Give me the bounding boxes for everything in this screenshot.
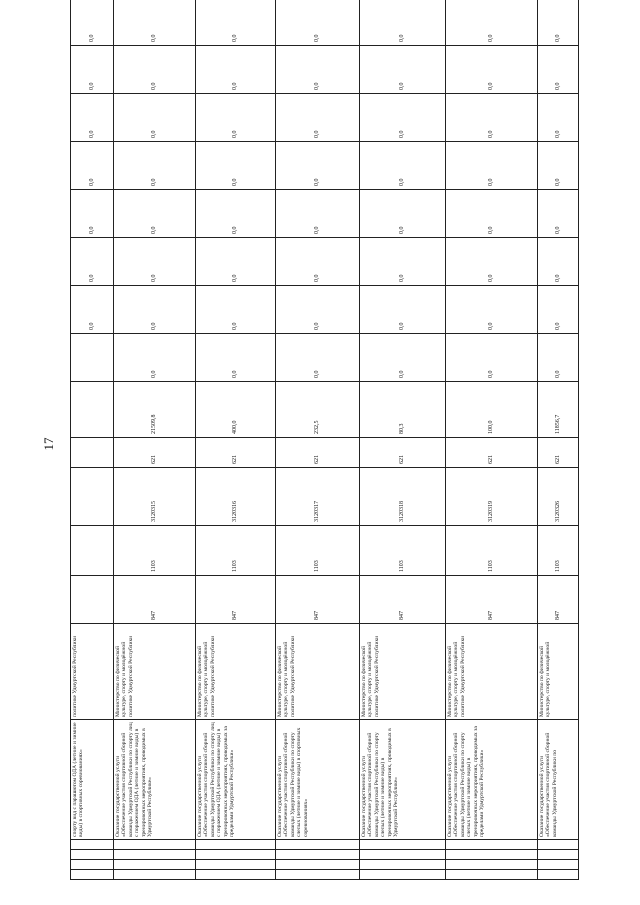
budget-table [70,0,579,880]
amount-cell: 0,0 [538,190,579,238]
amount-cell: 0,0 [276,334,360,382]
service-name-cell: Оказание государственной услуги «Обеспечение участия спортивной сборной команды Удмуртской Республики по [538,720,579,840]
amount-cell: 0,0 [71,0,114,46]
blank-cell [114,860,196,870]
target-article-cell: 3120317 [276,468,360,526]
target-article-cell: 3120318 [360,468,446,526]
grbs-cell: 847 [538,576,579,624]
grbs-cell [71,576,114,624]
amount-cell: 0,0 [276,94,360,142]
target-article-cell [71,468,114,526]
blank-cell [446,870,538,880]
blank-cell [276,850,360,860]
amount-cell: 0,0 [360,142,446,190]
amount-cell: 21509,8 [114,382,196,438]
amount-cell: 0,0 [276,190,360,238]
grbs-cell: 847 [196,576,276,624]
blank-cell [276,860,360,870]
blank-cell [196,840,276,850]
grbs-cell: 847 [276,576,360,624]
organization-cell: Министерство по физической культуре, спорту и молодёжной политике Удмуртской Республики [446,624,538,720]
organization-cell: Министерство по физической культуре, спорту и молодёжной политике Удмуртской Республики [196,624,276,720]
blank-cell [114,870,196,880]
blank-cell [538,860,579,870]
expense-type-cell: 621 [538,438,579,468]
blank-cell [196,870,276,880]
amount-cell: 0,0 [114,46,196,94]
blank-cell [196,860,276,870]
amount-cell: 0,0 [276,46,360,94]
page-number: 17 [41,437,56,451]
amount-cell: 0,0 [538,94,579,142]
expense-type-cell [71,438,114,468]
amount-cell: 0,0 [360,46,446,94]
expense-type-cell: 621 [114,438,196,468]
amount-cell: 0,0 [196,94,276,142]
amount-cell: 0,0 [446,190,538,238]
organization-cell: Министерство по физической культуре, спорту и молодёжной политике Удмуртской Республики [360,624,446,720]
target-article-cell: 3120326 [538,468,579,526]
expense-type-cell: 621 [360,438,446,468]
blank-cell [360,850,446,860]
amount-cell: 0,0 [114,238,196,286]
target-article-cell: 3120316 [196,468,276,526]
amount-cell: 0,0 [538,286,579,334]
amount-cell: 232,5 [276,382,360,438]
blank-cell [446,840,538,850]
amount-cell [71,382,114,438]
table-row [538,0,579,880]
table-row [114,0,196,880]
blank-cell [538,840,579,850]
amount-cell: 0,0 [114,94,196,142]
expense-type-cell: 621 [196,438,276,468]
amount-cell: 0,0 [276,0,360,46]
blank-cell [276,870,360,880]
blank-cell [114,850,196,860]
amount-cell: 0,0 [446,0,538,46]
amount-cell: 0,0 [114,0,196,46]
amount-cell: 0,0 [71,94,114,142]
amount-cell: 0,0 [276,142,360,190]
amount-cell: 0,0 [114,190,196,238]
amount-cell: 0,0 [196,286,276,334]
amount-cell: 0,0 [360,94,446,142]
amount-cell: 0,0 [360,190,446,238]
amount-cell: 0,0 [196,142,276,190]
section-cell: 1103 [276,526,360,576]
grbs-cell: 847 [446,576,538,624]
amount-cell: 0,0 [446,286,538,334]
organization-cell: Министерство по физической культуре, спорту и молодёжной [538,624,579,720]
section-cell [71,526,114,576]
organization-cell: политике Удмуртской Республики [71,624,114,720]
expense-type-cell: 621 [446,438,538,468]
amount-cell: 0,0 [446,46,538,94]
blank-cell [446,850,538,860]
amount-cell: 0,0 [114,142,196,190]
table-row [446,0,538,880]
amount-cell: 0,0 [360,334,446,382]
service-name-cell: Оказание государственной услуги «Обеспечение участия спортивной сборной команды Удмуртской Республики по спорту лиц с поражением ОДА (летние и зимние виды) в тренировочных мероприятиях, проводимых в Удмуртской Республике» [114,720,196,840]
blank-cell [360,840,446,850]
blank-cell [538,850,579,860]
service-name-cell: спорту вид с парашютом ОДА (летние и зимние виды) в спортивных соревнованиях» [71,720,114,840]
amount-cell: 0,0 [196,238,276,286]
grbs-cell: 847 [360,576,446,624]
amount-cell: 0,0 [276,238,360,286]
blank-cell [71,870,114,880]
service-name-cell: Оказание государственной услуги «Обеспечение участия спортивной сборной команды Удмуртской Республики по спорту слепых (летние и зимние виды) в тренировочных мероприятиях, проводимых за пределами Удмуртской Республики» [446,720,538,840]
section-cell: 1103 [360,526,446,576]
blank-cell [538,870,579,880]
blank-cell [360,870,446,880]
amount-cell: 0,0 [360,238,446,286]
organization-cell: Министерство по физической культуре, спорту и молодёжной политике Удмуртской Республики [114,624,196,720]
amount-cell: 100,0 [446,382,538,438]
blank-cell [71,860,114,870]
target-article-cell: 3120315 [114,468,196,526]
section-cell: 1103 [114,526,196,576]
table-row [360,0,446,880]
section-cell: 1103 [446,526,538,576]
organization-cell: Министерство по физической культуре, спорту и молодёжной политике Удмуртской Республики [276,624,360,720]
amount-cell: 0,0 [196,334,276,382]
table-row [276,0,360,880]
budget-table-rotated [70,0,578,880]
amount-cell: 0,0 [360,286,446,334]
blank-cell [196,850,276,860]
section-cell: 1103 [538,526,579,576]
blank-cell [446,860,538,870]
amount-cell: 0,0 [71,46,114,94]
amount-cell: 0,0 [71,142,114,190]
service-name-cell: Оказание государственной услуги «Обеспечение участия спортивной сборной команды Удмуртской Республики по спорту лиц с поражением ОДА (летние и зимние виды) в тренировочных мероприятиях, проводимых за пределами Удмуртской Республики» [196,720,276,840]
target-article-cell: 3120319 [446,468,538,526]
amount-cell: 0,0 [196,190,276,238]
amount-cell: 0,0 [360,0,446,46]
amount-cell: 0,0 [538,334,579,382]
amount-cell: 0,0 [538,46,579,94]
table-row-continued [71,0,114,880]
amount-cell: 0,0 [114,286,196,334]
expense-type-cell: 621 [276,438,360,468]
amount-cell: 0,0 [446,142,538,190]
amount-cell: 0,0 [196,46,276,94]
section-cell: 1103 [196,526,276,576]
amount-cell: 0,0 [276,286,360,334]
amount-cell: 400,0 [196,382,276,438]
blank-cell [276,840,360,850]
amount-cell: 0,0 [446,334,538,382]
table-row [196,0,276,880]
amount-cell: 0,0 [196,0,276,46]
amount-cell: 0,0 [71,238,114,286]
amount-cell: 0,0 [71,190,114,238]
service-name-cell: Оказание государственной услуги «Обеспечение участия спортивной сборной команды Удмуртской Республики по спорту слепых (летние и зимние виды) в спортивных соревнованиях» [276,720,360,840]
amount-cell [71,334,114,382]
service-name-cell: Оказание государственной услуги «Обеспечение участия спортивной сборной команды Удмуртской Республики по спорту слепых (летние и зимние виды) в тренировочных мероприятиях, проводимых в Удмуртской Республике» [360,720,446,840]
amount-cell: 11856,7 [538,382,579,438]
amount-cell: 0,0 [538,0,579,46]
grbs-cell: 847 [114,576,196,624]
blank-cell [71,840,114,850]
blank-cell [114,840,196,850]
amount-cell: 0,0 [114,334,196,382]
amount-cell: 80,3 [360,382,446,438]
blank-cell [360,860,446,870]
amount-cell: 0,0 [538,238,579,286]
amount-cell: 0,0 [446,94,538,142]
amount-cell: 0,0 [538,142,579,190]
blank-cell [71,850,114,860]
amount-cell: 0,0 [71,286,114,334]
amount-cell: 0,0 [446,238,538,286]
